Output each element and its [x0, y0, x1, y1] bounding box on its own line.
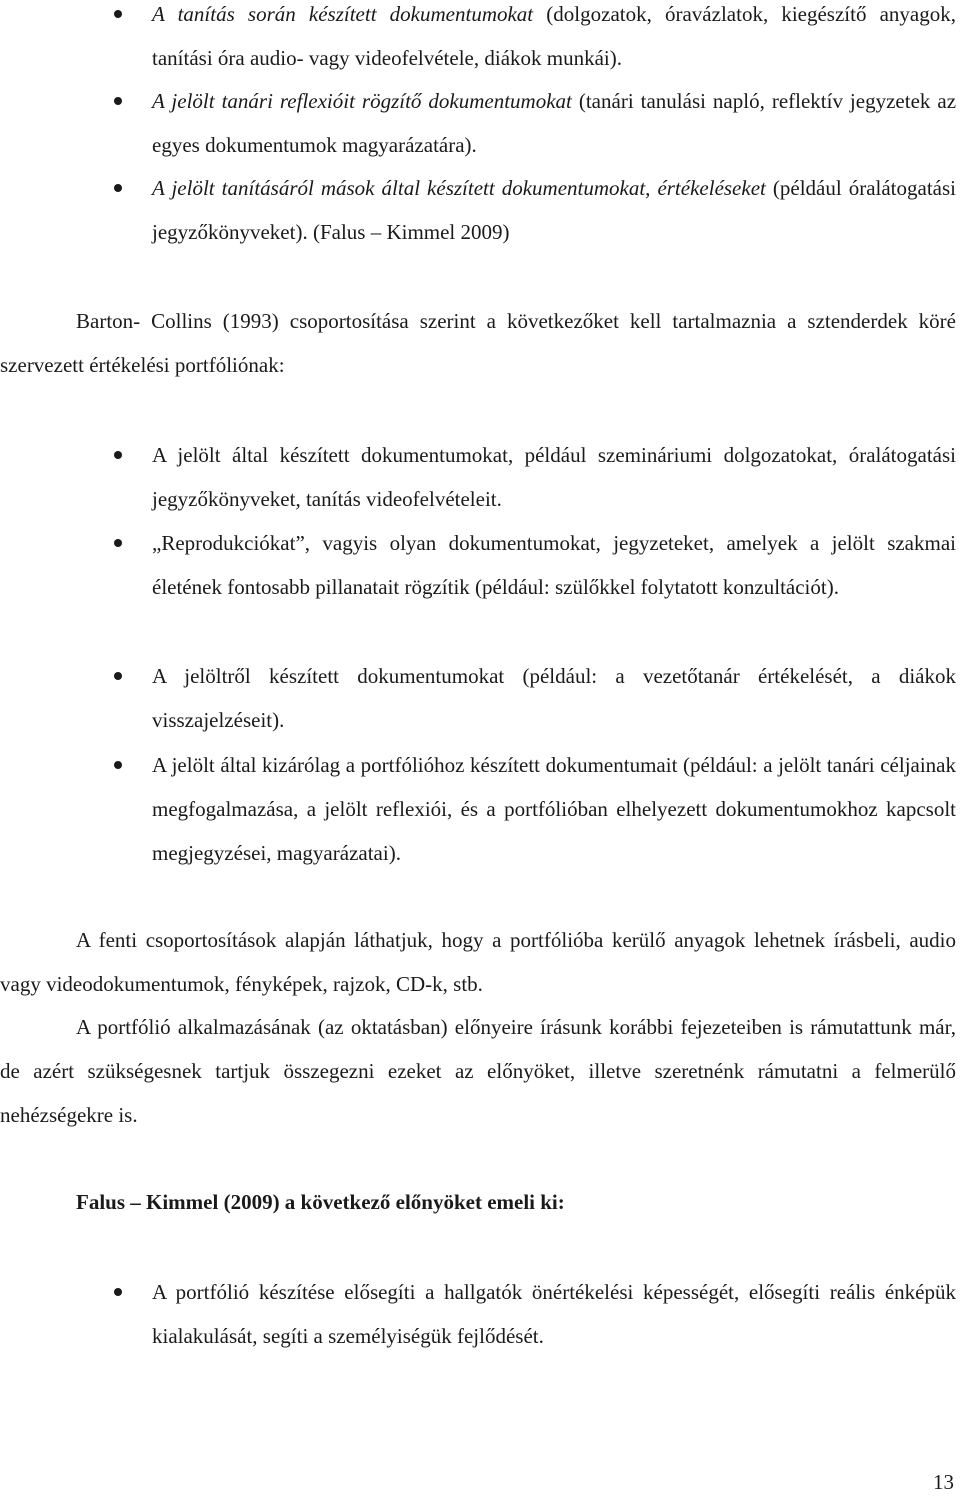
list-item-text: (tanári tanulási napló, reflektív jegyzetek az egyes dokumentumok magyarázatára). — [152, 89, 957, 157]
list-item — [152, 433, 956, 521]
list-item — [152, 743, 956, 875]
list-item — [152, 654, 956, 742]
list-item-text: „Reprodukciókat”, vagyis olyan dokumentumokat, jegyzeteket, amelyek a jelölt szakmai életének fontosabb pillanatait rögzítik (például: szülőkkel folytatott konzultációt). — [152, 531, 956, 599]
list-item-italic: A jelölt tanításáról mások által készített dokumentumokat, értékeléseket — [152, 176, 766, 200]
bullet-icon — [114, 672, 122, 680]
list-item-italic: A jelölt tanári reflexióit rögzítő dokumentumokat — [152, 89, 572, 113]
paragraph-barton: Barton- Collins (1993) csoportosítása szerint a következőket kell tartalmaznia a sztenderdek köré szervezett értékelési portfóliónak: — [0, 309, 956, 377]
list-item-text: (dolgozatok, óravázlatok, kiegészítő anyagok, tanítási óra audio- vagy videofelvétele, diákok munkái). — [152, 2, 957, 70]
list-item — [152, 521, 956, 609]
bullet-icon — [114, 1288, 122, 1296]
list-item-text: A jelölt által kizárólag a portfólióhoz készített dokumentumait (például: a jelölt tanári céljainak megfogalmazása, a jelölt reflexiói, és a portfólióban elhelyezett dokumentumokhoz kapcsolt megjegyzései, magyarázatai). — [152, 753, 956, 865]
bullet-icon — [114, 184, 122, 192]
bullet-icon — [114, 10, 122, 18]
paragraph-advantages: A portfólió alkalmazásának (az oktatásban) előnyeire írásunk korábbi fejezeteiben is rámutattunk már, de azért szükségesnek tartjuk összegezni ezeket az előnyöket, illetve szeretnénk rámutatni a felmerülő nehézségekre is. — [0, 1015, 956, 1127]
page-number: 13 — [933, 1470, 954, 1494]
list-item-italic: A tanítás során készített dokumentumokat — [152, 2, 534, 26]
list-item — [152, 166, 956, 254]
list-item-text: (például óralátogatási jegyzőkönyveket). (Falus – Kimmel 2009) — [152, 176, 956, 244]
bullet-icon — [114, 761, 122, 769]
list-item — [152, 0, 956, 80]
list-item — [152, 1270, 956, 1358]
paragraph-summary: A fenti csoportosítások alapján láthatjuk, hogy a portfólióba kerülő anyagok lehetnek írásbeli, audio vagy videodokumentumok, fényképek, rajzok, CD-k, stb. — [0, 928, 956, 996]
list-item — [152, 79, 956, 167]
bullet-icon — [114, 539, 122, 547]
list-item-text: A jelölt által készített dokumentumokat, például szemináriumi dolgozatokat, óralátogatási jegyzőkönyveket, tanítás videofelvételeit. — [152, 443, 956, 511]
bullet-icon — [114, 97, 122, 105]
list-item-text: A jelöltről készített dokumentumokat (például: a vezetőtanár értékelését, a diákok visszajelzéseit). — [152, 664, 956, 732]
list-item-text: A portfólió készítése elősegíti a hallgatók önértékelési képességét, elősegíti reális énképük kialakulását, segíti a személyiségük fejlődését. — [152, 1280, 956, 1348]
bullet-icon — [114, 451, 122, 459]
section-heading: Falus – Kimmel (2009) a következő előnyöket emeli ki: — [76, 1190, 565, 1214]
